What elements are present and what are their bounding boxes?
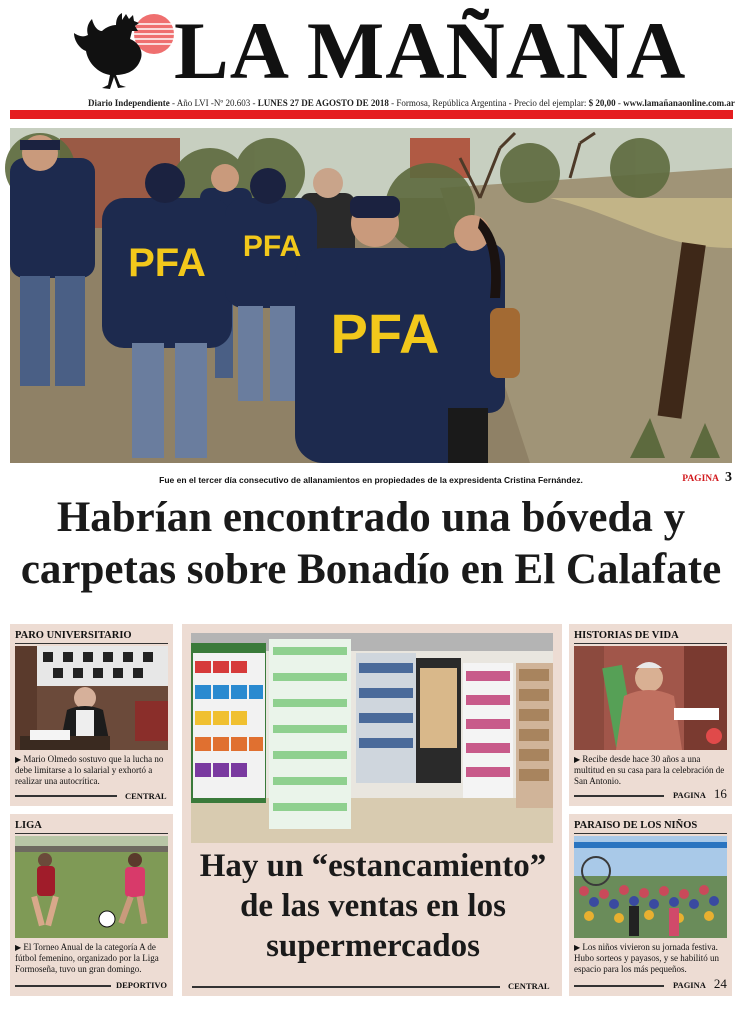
svg-text:PFA: PFA <box>242 230 302 263</box>
supermercados-headline[interactable]: Hay un “estancamiento” de las ventas en los supermercados <box>199 848 547 964</box>
foot-rule <box>15 795 117 797</box>
svg-text:PFA: PFA <box>128 241 206 285</box>
dateline: Diario Independiente - Año LVI -Nº 20.603 - LUNES 27 DE AGOSTO DE 2018 - Formosa, República Argentina - Precio del ejemplar: $ 20,00 - www.lamañanaonline.com.ar <box>88 98 735 108</box>
box-label: PARAISO DE LOS NIÑOS <box>574 818 727 834</box>
masthead <box>0 0 750 125</box>
box-label: LIGA <box>15 818 168 834</box>
bullet-triangle-icon: ▶ <box>574 943 581 952</box>
box-label: PARO UNIVERSITARIO <box>15 628 168 644</box>
liga-section: DEPORTIVO <box>116 980 168 990</box>
supermarket-photo <box>191 633 553 843</box>
liga-photo <box>15 836 168 938</box>
rooster-logo-icon <box>74 12 172 94</box>
bullet-triangle-icon: ▶ <box>574 755 581 764</box>
supermercados-section: CENTRAL <box>508 981 550 991</box>
paraiso-photo <box>574 836 727 938</box>
paro-photo <box>15 646 168 750</box>
bullet-triangle-icon: ▶ <box>15 755 22 764</box>
water-bottles-stack <box>269 639 351 829</box>
svg-text:PFA: PFA <box>330 302 440 365</box>
paro-section: CENTRAL <box>125 791 167 801</box>
historias-page-ref: PAGINA 16 <box>673 786 727 801</box>
liga-summary: ▶ El Torneo Anual de la categoría A de fútbol femenino, organizado por la Liga Formoseña, tuvo un gran domingo. <box>15 942 159 974</box>
bullet-triangle-icon: ▶ <box>15 943 22 952</box>
box-paraiso-de-los-ninos[interactable] <box>569 814 732 996</box>
lead-photo-illustration <box>10 128 732 463</box>
lead-headline[interactable]: Habrían encontrado una bóveda y carpetas sobre Bonadío en El Calafate <box>20 494 722 593</box>
paraiso-summary: ▶ Los niños vivieron su jornada festiva. Hubo sorteos y payasos, y se habilitó un espacio para los más pequeños. <box>574 942 719 974</box>
foot-rule <box>15 985 111 987</box>
paro-summary: ▶ Mario Olmedo sostuvo que la lucha no debe limitarse a lo salarial y exhortó a realizar una autocrítica. <box>15 754 164 786</box>
historias-photo <box>574 646 727 750</box>
masthead-red-bar <box>10 110 733 119</box>
foot-rule <box>574 795 664 797</box>
lead-photo-caption: Fue en el tercer día consecutivo de allanamientos en propiedades de la expresidenta Cristina Fernández. <box>159 475 583 485</box>
newspaper-title: LA MAÑANA <box>174 5 687 96</box>
box-historias-de-vida[interactable] <box>569 624 732 806</box>
shelf-left <box>193 653 265 798</box>
lead-page-ref[interactable]: PAGINA 3 <box>682 470 732 485</box>
box-paro-universitario[interactable] <box>10 624 173 806</box>
foot-rule <box>574 985 664 987</box>
box-supermercados[interactable] <box>182 624 562 996</box>
foot-rule <box>192 986 500 988</box>
lead-photo[interactable] <box>10 128 732 463</box>
historias-summary: ▶ Recibe desde hace 30 años a una multitud en su casa para la celebración de San Antonio. <box>574 754 725 786</box>
box-liga[interactable] <box>10 814 173 996</box>
box-label: HISTORIAS DE VIDA <box>574 628 727 644</box>
paraiso-page-ref: PAGINA 24 <box>673 976 727 991</box>
